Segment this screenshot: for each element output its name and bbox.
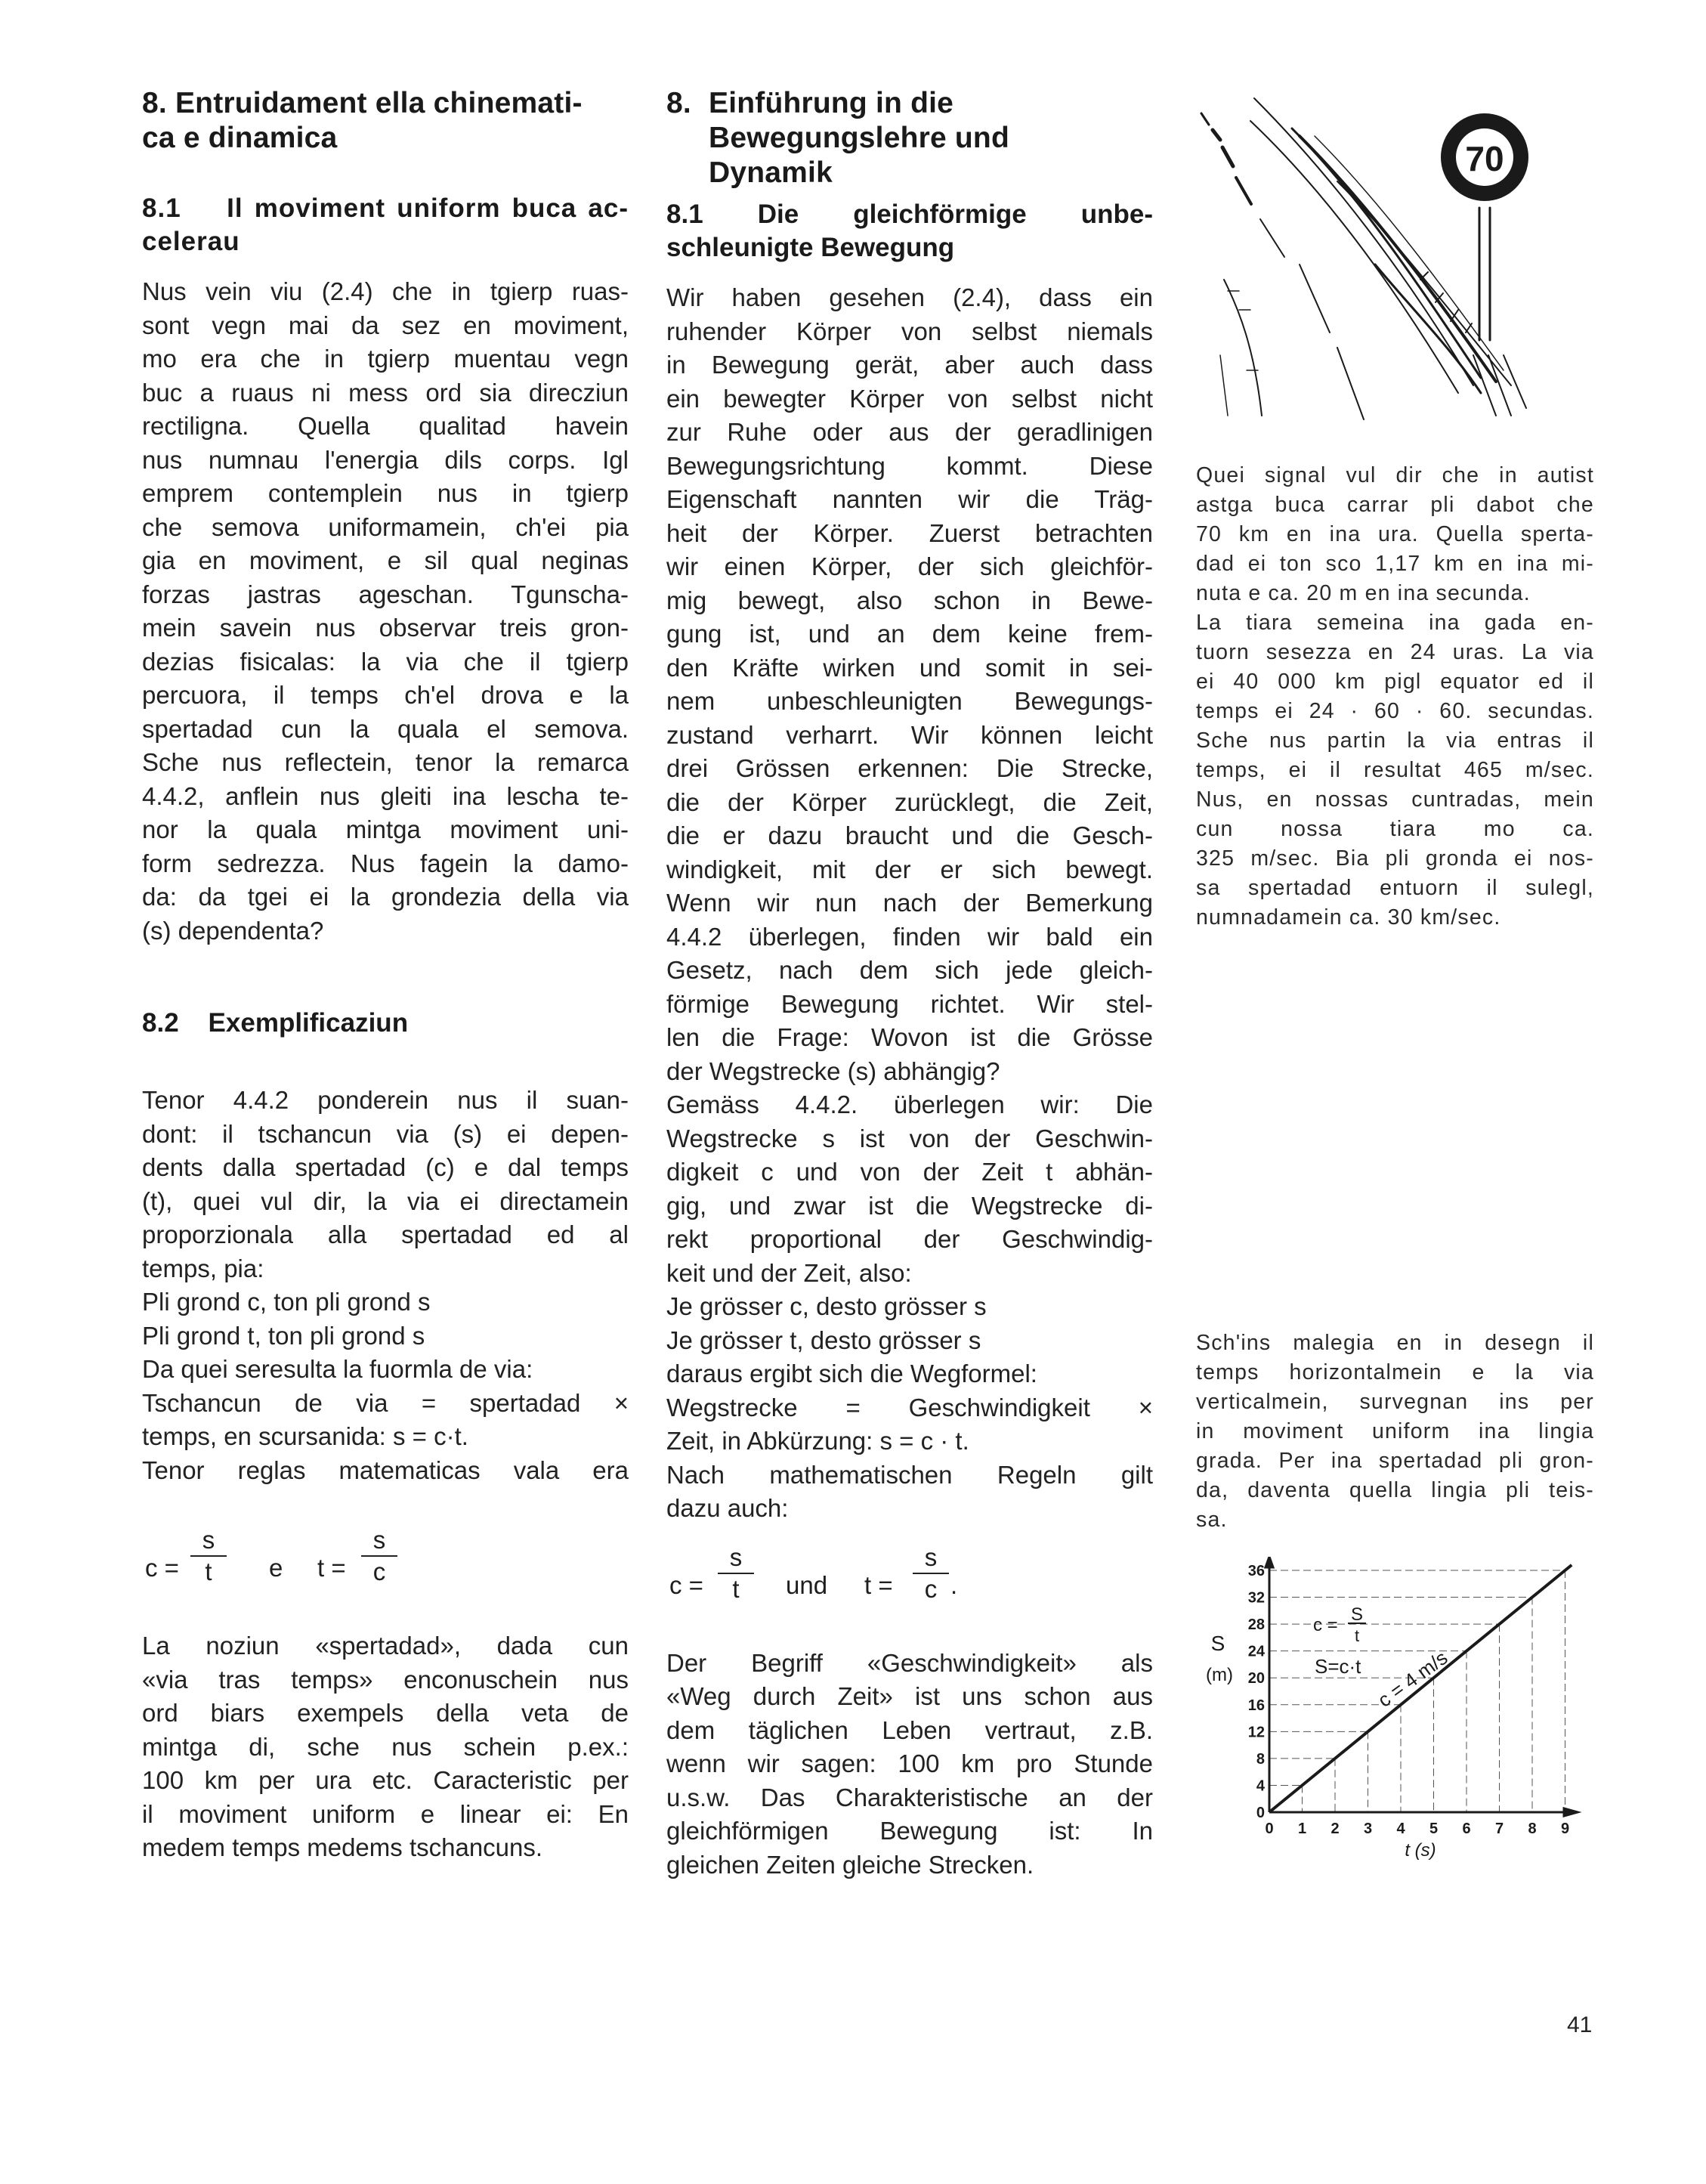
text-line: dem täglichen Leben vertraut, z.B.: [666, 1715, 1153, 1744]
text-line: «Weg durch Zeit» ist uns schon aus: [666, 1682, 1153, 1710]
fraction-t-equals-s-over-c: [361, 1527, 397, 1585]
formula-t-label: t =: [317, 1554, 346, 1582]
x-tick-label: 6: [1462, 1821, 1471, 1837]
text-line: che semova uniformamein, ch'ei pia: [142, 512, 629, 541]
text-line: der Wegstrecke (s) abhängig?: [666, 1056, 1000, 1085]
text-line: Zeit, in Abkürzung: s = c · t.: [666, 1427, 969, 1455]
text-line: zur Ruhe oder aus der geradlinigen: [666, 418, 1153, 446]
text-line: gleichförmigen Bewegung ist: In: [666, 1817, 1153, 1845]
text-line: dad ei ton sco 1,17 km en ina mi-: [1196, 552, 1594, 576]
text-line: den Kräfte wirken und somit in sei-: [666, 653, 1153, 682]
text-line: percuora, il temps ch'el drova e la: [142, 681, 629, 709]
caption-text: [1196, 461, 1594, 933]
section-title-line: 8.1 Il moviment uniform buca ac-: [142, 193, 629, 223]
text-line: 100 km per ura etc. Caracteristic per: [142, 1766, 629, 1794]
text-line: (s) dependenta?: [142, 916, 324, 945]
y-tick-label: 28: [1247, 1616, 1265, 1634]
formula-t-label: t =: [864, 1570, 893, 1599]
text-line: La noziun «spertadad», dada cun: [142, 1632, 629, 1660]
text-line: «via tras temps» enconuschein nus: [142, 1665, 629, 1694]
chapter-title-romansh: [142, 86, 629, 156]
y-axis-unit: (m): [1206, 1665, 1233, 1685]
text-line: 325 m/sec. Bia pli gronda ei nos-: [1196, 846, 1594, 871]
numerator: s: [372, 1526, 386, 1554]
text-line: numnadamein ca. 30 km/sec.: [1196, 905, 1501, 930]
annotation-fraction-numerator: S: [1350, 1604, 1364, 1625]
text-line: Tschancun de via = spertadad ×: [142, 1388, 629, 1417]
text-line: tuorn sesezza en 24 uras. La via: [1196, 640, 1594, 664]
chapter-title-german: [666, 86, 1153, 190]
text-line: da, daventa quella lingia pli teis-: [1196, 1478, 1594, 1502]
text-line: mintga di, sche nus schein p.ex.:: [142, 1732, 629, 1761]
x-tick-label: 2: [1330, 1821, 1340, 1837]
y-tick-label: 8: [1256, 1750, 1265, 1768]
annotation-line-speed: c = 4 m/s: [1373, 1646, 1452, 1712]
fraction-s-over-t: [190, 1527, 227, 1585]
y-tick-label: 24: [1247, 1643, 1265, 1660]
y-tick-label: 36: [1247, 1563, 1265, 1579]
caption-text: [1196, 1329, 1594, 1535]
text-line: sa.: [1196, 1508, 1228, 1532]
text-line: keit und der Zeit, also:: [666, 1258, 912, 1287]
y-tick-label: 16: [1247, 1697, 1265, 1714]
annotation-s-equals-ct: S=c·t: [1315, 1655, 1361, 1678]
text-line: heit der Körper. Zuerst betrachten: [666, 518, 1153, 547]
caption-graph: [1196, 1329, 1594, 1535]
text-line: proporzionala alla spertadad ed al: [142, 1220, 629, 1248]
denominator: t: [205, 1558, 212, 1585]
text-line: wenn wir sagen: 100 km pro Stunde: [666, 1749, 1153, 1777]
text-line: wir einen Körper, der sich gleichför-: [666, 552, 1153, 580]
text-line: Wegstrecke = Geschwindigkeit ×: [666, 1393, 1153, 1421]
denominator: t: [732, 1574, 740, 1603]
section-title-line: 8.1 Die gleichförmige unbe-: [666, 200, 1153, 229]
x-tick-label: 3: [1363, 1821, 1373, 1837]
text-line: Sche nus partin la via entras il: [1196, 729, 1594, 753]
text-line: emprem contemplein nus in tgierp: [142, 479, 629, 507]
text-line: ord biars exempels della veta de: [142, 1699, 629, 1727]
text-line: dont: il tschancun via (s) ei depen-: [142, 1119, 629, 1148]
text-line: Sch'ins malegia en in desegn il: [1196, 1331, 1594, 1355]
formula-german: [666, 1544, 1153, 1627]
text-line: windigkeit, mit der er sich bewegt.: [666, 855, 1153, 883]
fraction-bar: [190, 1555, 227, 1557]
text-line: digkeit c und von der Zeit t abhän-: [666, 1158, 1153, 1186]
text-line: grada. Per ina spertadad pli gron-: [1196, 1449, 1594, 1473]
formula-romansh: [142, 1527, 629, 1610]
speed-sign-illustration: [1194, 83, 1587, 431]
text-line: rekt proportional der Geschwindig-: [666, 1225, 1153, 1253]
text-line: Nus vein viu (2.4) che in tgierp ruas-: [142, 277, 629, 305]
text-line: nus numnau l'energia dils corps. Igl: [142, 445, 629, 474]
text-line: gia en moviment, e sil qual neginas: [142, 546, 629, 574]
text-line: Nus, en nossas cuntradas, mein: [1196, 787, 1594, 812]
annotation-fraction-denominator: t: [1354, 1626, 1360, 1645]
chapter-title-line: Dynamik: [709, 156, 833, 189]
x-tick-label: 8: [1528, 1821, 1537, 1837]
text-line: dezias fisicalas: la via che il tgierp: [142, 647, 629, 676]
text-line: 4.4.2 überlegen, finden wir bald ein: [666, 922, 1153, 951]
y-tick-label: 12: [1247, 1724, 1265, 1741]
numerator: s: [924, 1542, 938, 1571]
text-line: in Bewegung gerät, aber auch dass: [666, 351, 1153, 379]
text-line: Tenor 4.4.2 ponderein nus il suan-: [142, 1086, 629, 1114]
closing-body-romansh: [142, 1629, 629, 1865]
text-line: temps ei 24 · 60 · 60. secundas.: [1196, 699, 1594, 723]
middle-column: [666, 86, 1153, 1882]
fraction-bar: [718, 1573, 754, 1574]
x-tick-label: 5: [1429, 1821, 1439, 1837]
chapter-title-line: Einführung in die: [709, 87, 954, 119]
numerator: s: [202, 1526, 215, 1554]
x-tick-label: 9: [1560, 1821, 1570, 1837]
text-line: zustand verharrt. Wir können leicht: [666, 720, 1153, 749]
caption-speed-sign: [1196, 461, 1594, 933]
text-line: rectiligna. Quella qualitad havein: [142, 412, 629, 440]
y-tick-label: 32: [1247, 1589, 1265, 1607]
text-line: ruhender Körper von selbst niemals: [666, 317, 1153, 345]
text-line: Je grösser c, desto grösser s: [666, 1292, 987, 1320]
text-line: die der Körper zurücklegt, die Zeit,: [666, 787, 1153, 816]
text-line: Gesetz, nach dem sich jede gleich-: [666, 956, 1153, 984]
text-line: daraus ergibt sich die Wegformel:: [666, 1360, 1037, 1387]
text-line: sont vegn mai da sez en moviment,: [142, 311, 629, 339]
section-title-line: schleunigte Bewegung: [666, 233, 955, 262]
formula-period: .: [950, 1570, 958, 1599]
text-line: drei Grössen erkennen: Die Strecke,: [666, 754, 1153, 782]
text-line: nor la quala mintga moviment uni-: [142, 815, 629, 843]
text-line: Gemäss 4.4.2. überlegen wir: Die: [666, 1090, 1153, 1118]
y-axis-label: S: [1210, 1632, 1225, 1655]
text-line: Nach mathematischen Regeln gilt: [666, 1460, 1153, 1489]
text-line: gig, und zwar ist die Wegstrecke di-: [666, 1191, 1153, 1220]
closing-body-german: [666, 1647, 1153, 1882]
text-line: Tenor reglas matematicas vala era: [142, 1455, 629, 1484]
page-number: 41: [1567, 2012, 1593, 2037]
section-8-1-body-german: [666, 281, 1153, 1526]
text-line: 70 km en ina ura. Quella sperta-: [1196, 522, 1594, 546]
text-line: verticalmein, survegnan ins per: [1196, 1390, 1594, 1414]
text-line: Pli grond t, ton pli grond s: [142, 1321, 425, 1350]
formula-conjunction: e: [269, 1554, 283, 1582]
text-line: temps horizontalmein e la via: [1196, 1360, 1594, 1384]
x-axis-label: t (s): [1405, 1840, 1436, 1861]
text-line: Pli grond c, ton pli grond s: [142, 1288, 431, 1316]
x-tick-label: 0: [1265, 1821, 1274, 1837]
text-line: nem unbeschleunigten Bewegungs-: [666, 687, 1153, 715]
text-line: temps, ei il resultat 465 m/sec.: [1196, 758, 1594, 782]
section-8-1-title-romansh: [142, 192, 629, 258]
chapter-title-line: Bewegungslehre und: [709, 122, 1009, 154]
text-line: sa spertadad entuorn il sulegl,: [1196, 876, 1594, 900]
formula-c-label: c =: [145, 1554, 179, 1582]
x-tick-label: 4: [1396, 1821, 1405, 1837]
text-line: gleichen Zeiten gleiche Strecken.: [666, 1850, 1034, 1879]
chapter-title-line: ca e dinamica: [142, 122, 338, 154]
text-line: len die Frage: Wovon ist die Grösse: [666, 1023, 1153, 1051]
annotation-c-equals: c =: [1313, 1615, 1338, 1635]
y-tick-label: 4: [1256, 1777, 1265, 1795]
fraction-s-over-t: [718, 1544, 754, 1603]
x-tick-label: 7: [1494, 1821, 1504, 1837]
text-line: Quei signal vul dir che in autist: [1196, 463, 1594, 487]
formula-conjunction: und: [786, 1570, 828, 1599]
text-line: 4.4.2, anflein nus gleiti ina lescha te-: [142, 781, 629, 810]
text-line: cun nossa tiara mo ca.: [1196, 817, 1594, 841]
distance-time-chart: [1194, 1557, 1602, 1874]
text-line: mig bewegt, also schon in Bewe-: [666, 586, 1153, 614]
text-line: mein savein nus observar treis gron-: [142, 614, 629, 642]
x-tick-label: 1: [1297, 1821, 1307, 1837]
road-sketch-icon: [1194, 83, 1587, 431]
denominator: c: [924, 1574, 938, 1603]
text-line: buc a ruaus ni mess ord sia direcziun: [142, 378, 629, 407]
fraction-bar: [913, 1573, 949, 1574]
fraction-bar: [361, 1555, 397, 1557]
text-line: Wenn wir nun nach der Bemerkung: [666, 889, 1153, 917]
text-line: Sche nus reflectein, tenor la remarca: [142, 748, 629, 776]
text-line: in moviment uniform ina lingia: [1196, 1419, 1594, 1443]
text-line: förmige Bewegung richtet. Wir stel-: [666, 989, 1153, 1018]
text-line: u.s.w. Das Charakteristische an der: [666, 1783, 1153, 1811]
chapter-number: 8.: [666, 87, 691, 119]
text-line: Wir haben gesehen (2.4), dass ein: [666, 283, 1153, 311]
text-line: Wegstrecke s ist von der Geschwin-: [666, 1124, 1153, 1152]
section-8-2-title-romansh: 8.2 Exemplificaziun: [142, 1008, 409, 1038]
text-line: Bewegungsrichtung kommt. Diese: [666, 451, 1153, 480]
text-line: nuta e ca. 20 m en ina secunda.: [1196, 581, 1531, 605]
text-line: Da quei seresulta la fuormla de via:: [142, 1355, 533, 1383]
chapter-title-line: 8. Entruidament ella chinemati-: [142, 87, 583, 119]
text-line: da: da tgei ei la grondezia della via: [142, 883, 629, 911]
text-line: medem temps medems tschancuns.: [142, 1833, 543, 1861]
y-tick-label: 0: [1256, 1805, 1265, 1821]
text-line: gung ist, und an dem keine frem-: [666, 620, 1153, 648]
text-line: spertadad cun la quala el semova.: [142, 714, 629, 743]
text-line: temps, en scursanida: s = c·t.: [142, 1422, 468, 1450]
text-line: dents dalla spertadad (c) e dal temps: [142, 1153, 629, 1181]
text-line: forzas jastras ageschan. Tgunscha-: [142, 580, 629, 608]
text-line: Eigenschaft nannten wir die Träg-: [666, 485, 1153, 513]
text-line: mo era che in tgierp muentau vegn: [142, 345, 629, 373]
data-line: [1269, 1565, 1572, 1812]
formula-c-label: c =: [669, 1570, 703, 1599]
text-line: Je grösser t, desto grösser s: [666, 1326, 981, 1354]
chart-canvas: [1194, 1557, 1602, 1874]
text-line: die er dazu braucht und die Gesch-: [666, 821, 1153, 849]
denominator: c: [372, 1558, 386, 1585]
fraction-s-over-c: [913, 1544, 949, 1603]
numerator: s: [729, 1542, 743, 1571]
y-tick-label: 20: [1247, 1670, 1265, 1687]
text-line: il moviment uniform e linear ei: En: [142, 1799, 629, 1828]
text-line: ein bewegter Körper von selbst nicht: [666, 384, 1153, 413]
text-line: form sedrezza. Nus fagein la damo-: [142, 849, 629, 877]
text-line: astga buca carrar pli dabot che: [1196, 493, 1594, 517]
section-8-1-body-romansh: [142, 275, 629, 948]
text-line: temps, pia:: [142, 1254, 264, 1282]
section-title-line: celerau: [142, 227, 240, 256]
left-column: [142, 86, 629, 1865]
speed-limit-value: 70: [1465, 139, 1504, 178]
text-line: (t), quei vul dir, la via ei directamein: [142, 1186, 629, 1215]
section-8-1-title-german: [666, 198, 1153, 264]
text-line: ei 40 000 km pigl equator ed il: [1196, 670, 1594, 694]
text-line: Der Begriff «Geschwindigkeit» als: [666, 1648, 1153, 1677]
text-line: dazu auch:: [666, 1494, 789, 1522]
section-8-2-body-romansh: [142, 1084, 629, 1487]
text-line: La tiara semeina ina gada en-: [1196, 611, 1594, 635]
